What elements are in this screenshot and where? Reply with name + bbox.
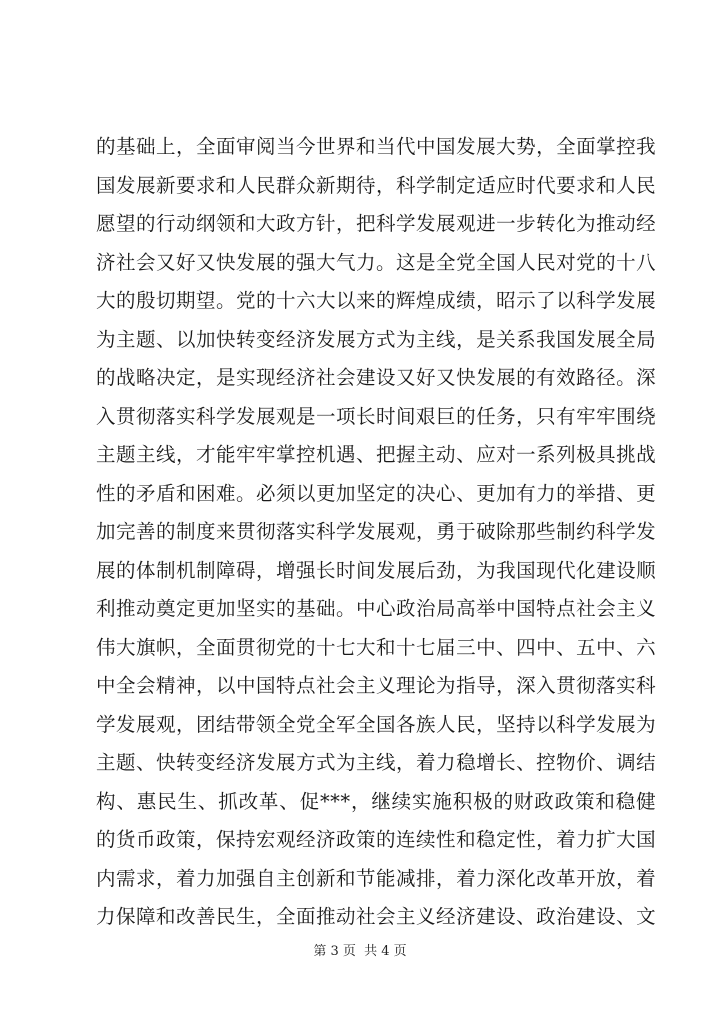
text-line: 主题、快转变经济发展方式为主线，着力稳增长、控物价、调结	[96, 751, 656, 774]
text-line: 的基础上，全面审阅当今世界和当代中国发展大势，全面掌控我	[96, 135, 656, 158]
text-line: 为主题、以加快转变经济发展方式为主线，是关系我国发展全局	[96, 327, 656, 351]
text-line: 入贯彻落实科学发展观是一项长时间艰巨的任务，只有牢牢围绕	[96, 404, 656, 428]
text-line: 的战略决定，是实现经济社会建设又好又快发展的有效路径。深	[96, 366, 656, 389]
text-line: 展的体制机制障碍，增强长时间发展后劲，为我国现代化建设顺	[96, 558, 656, 582]
text-line: 性的矛盾和困难。必须以更加坚定的决心、更加有力的举措、更	[96, 481, 656, 505]
text-line: 学发展观，团结带领全党全军全国各族人民，坚持以科学发展为	[96, 712, 656, 736]
text-line: 加完善的制度来贯彻落实科学发展观，勇于破除那些制约科学发	[96, 520, 656, 543]
body-text	[96, 128, 656, 937]
text-line: 主题主线，才能牢牢掌控机遇、把握主动、应对一系列极具挑战	[96, 443, 656, 466]
text-line: 大的殷切期望。党的十六大以来的辉煌成绩，昭示了以科学发展	[96, 289, 656, 312]
text-line: 利推动奠定更加坚实的基础。中心政治局高举中国特点社会主义	[96, 597, 656, 620]
text-line: 济社会又好又快发展的强大气力。这是全党全国人民对党的十八	[96, 250, 656, 274]
text-line: 构、惠民生、抓改革、促***，继续实施积极的财政政策和稳健	[96, 789, 656, 813]
text-line: 中全会精神，以中国特点社会主义理论为指导，深入贯彻落实科	[96, 674, 656, 697]
text-line: 愿望的行动纲领和大政方针，把科学发展观进一步转化为推动经	[96, 212, 656, 235]
text-line: 内需求，着力加强自主创新和节能减排，着力深化改革开放，着	[96, 866, 656, 890]
text-line: 的货币政策，保持宏观经济政策的连续性和稳定性，着力扩大国	[96, 828, 656, 851]
text-line: 力保障和改善民生，全面推动社会主义经济建设、政治建设、文	[96, 905, 656, 928]
text-line: 伟大旗帜，全面贯彻党的十七大和十七届三中、四中、五中、六	[96, 635, 656, 659]
text-line: 国发展新要求和人民群众新期待，科学制定适应时代要求和人民	[96, 173, 656, 197]
page-number-footer: 第 3 页 共 4 页	[313, 944, 407, 959]
